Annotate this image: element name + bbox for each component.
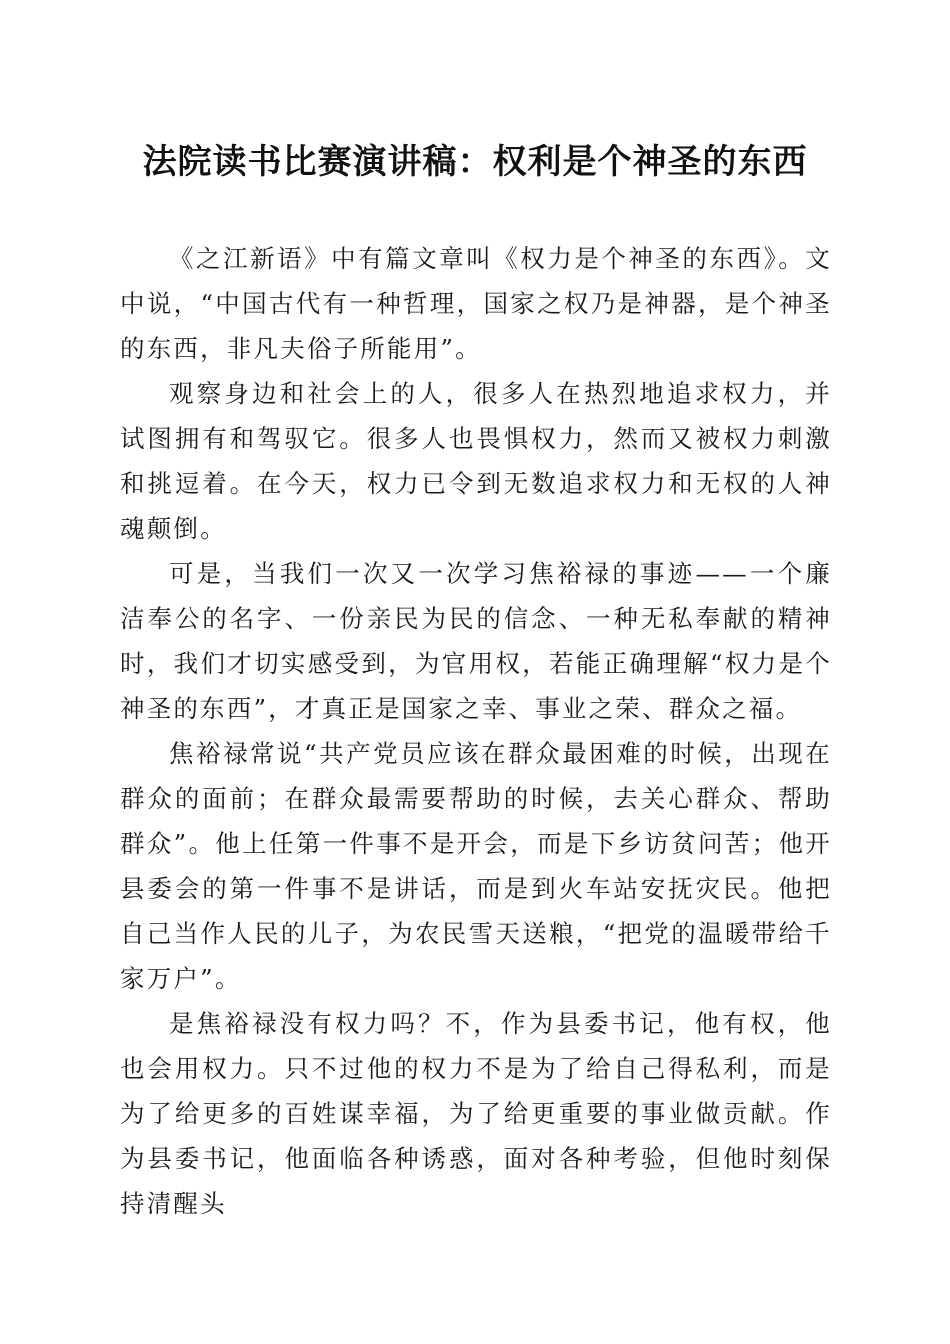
document-title: 法院读书比赛演讲稿：权利是个神圣的东西 xyxy=(142,142,808,182)
paragraph-1: 《之江新语》中有篇文章叫《权力是个神圣的东西》。文中说，“中国古代有一种哲理，国家之权乃是神器，是个神圣的东西，非凡夫俗子所能用”。 xyxy=(120,244,832,363)
paragraph-5: 是焦裕禄没有权力吗？不，作为县委书记，他有权，他也会用权力。只不过他的权力不是为了给自己得私利，而是为了给更多的百姓谋幸福，为了给更重要的事业做贡献。作为县委书记，他面临各种诱惑，面对各种考验，但他时刻保持清醒头 xyxy=(120,1009,832,1218)
paragraph-3: 可是，当我们一次又一次学习焦裕禄的事迹——一个廉洁奉公的名字、一份亲民为民的信念、一种无私奉献的精神时，我们才切实感受到，为官用权，若能正确理解“权力是个神圣的东西”，才真正是国家之幸、事业之荣、群众之福。 xyxy=(120,559,832,723)
document-body xyxy=(120,236,832,1226)
paragraph-4: 焦裕禄常说“共产党员应该在群众最困难的时候，出现在群众的面前；在群众最需要帮助的时候，去关心群众、帮助群众”。他上任第一件事不是开会，而是下乡访贫问苦；他开县委会的第一件事不是讲话，而是到火车站安抚灾民。他把自己当作人民的儿子，为农民雪天送粮，“把党的温暖带给千家万户”。 xyxy=(120,739,832,993)
paragraph-2: 观察身边和社会上的人，很多人在热烈地追求权力，并试图拥有和驾驭它。很多人也畏惧权力，然而又被权力刺激和挑逗着。在今天，权力已令到无数追求权力和无权的人神魂颠倒。 xyxy=(120,379,832,543)
